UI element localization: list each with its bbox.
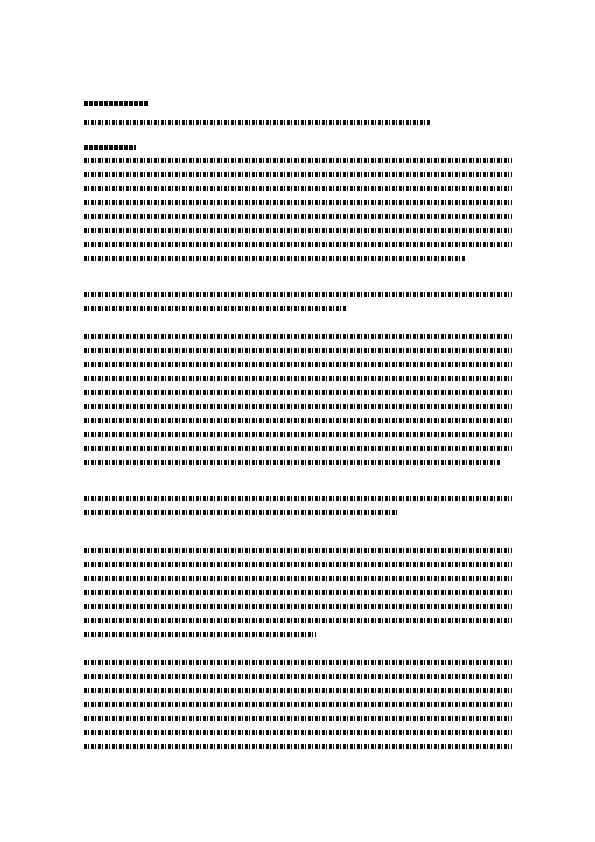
text-line: [84, 730, 512, 735]
text-line: [84, 348, 512, 353]
text-line: [84, 660, 512, 665]
heading-line: [84, 101, 148, 106]
text-line: [84, 432, 512, 437]
text-line: [84, 362, 512, 367]
text-line: [84, 716, 512, 721]
text-line: [84, 200, 512, 205]
subheading-line: [84, 145, 136, 150]
text-line: [84, 460, 500, 465]
text-line: [84, 674, 512, 679]
text-line: [84, 390, 512, 395]
text-line: [84, 496, 512, 501]
text-line: [84, 256, 466, 261]
text-line: [84, 510, 398, 515]
text-line: [84, 404, 512, 409]
text-line: [84, 562, 512, 567]
text-line: [84, 590, 512, 595]
text-line: [84, 744, 512, 749]
text-line: [84, 214, 512, 219]
text-line: [84, 548, 512, 553]
text-line: [84, 576, 512, 581]
text-line: [84, 120, 430, 125]
text-line: [84, 172, 512, 177]
text-line: [84, 418, 512, 423]
text-line: [84, 228, 512, 233]
text-line: [84, 306, 346, 311]
text-line: [84, 702, 512, 707]
text-line: [84, 618, 512, 623]
text-line: [84, 186, 512, 191]
text-line: [84, 334, 512, 339]
text-line: [84, 604, 512, 609]
text-line: [84, 376, 512, 381]
text-line: [84, 632, 316, 637]
text-line: [84, 242, 512, 247]
text-line: [84, 446, 512, 451]
text-line: [84, 688, 512, 693]
text-line: [84, 292, 512, 297]
text-line: [84, 158, 512, 163]
